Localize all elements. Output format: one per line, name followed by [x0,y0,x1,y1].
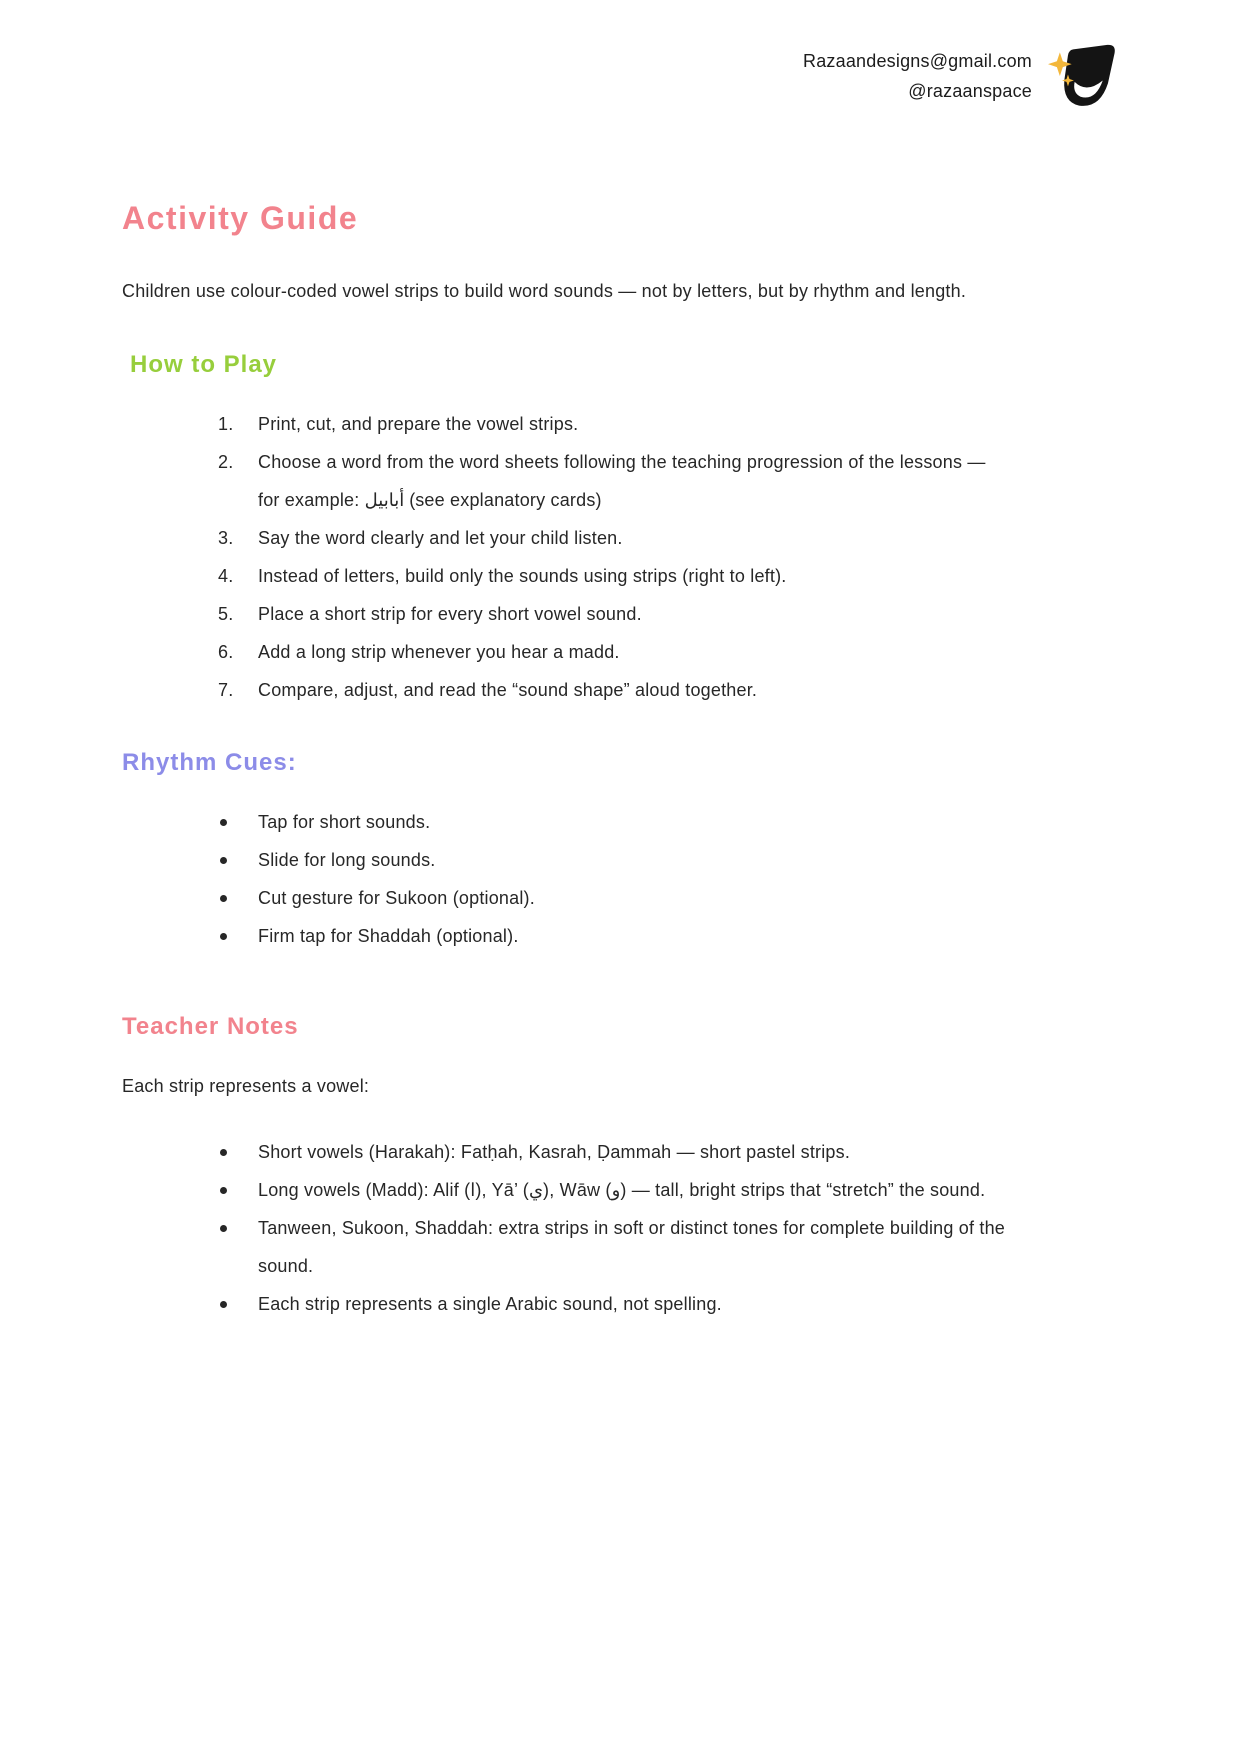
document-body [122,200,1122,1323]
step-item [218,595,1122,633]
teacher-notes-list [218,1133,1122,1323]
step-item [218,405,1122,443]
step-number: 1. [218,414,234,434]
section-heading-rhythm-cues: Rhythm Cues: [122,749,297,776]
contact-info [803,38,1032,106]
step-text: Instead of letters, build only the sounds using strips (right to left). [258,566,787,586]
step-item [218,671,1122,709]
bullet-text: Long vowels (Madd): Alif (ا), Yā’ (ي), Wāw (و) — tall, bright strips that “stretch” the sound. [258,1180,986,1200]
step-item [218,519,1122,557]
bullet-text: Slide for long sounds. [258,850,436,870]
step-number: 6. [218,642,234,662]
step-number: 7. [218,680,234,700]
rhythm-cues-list [218,803,1122,955]
list-item [218,1133,1122,1171]
page-title: Activity Guide [122,200,359,236]
step-item [218,443,1122,519]
bullet-text: Tanween, Sukoon, Shaddah: extra strips in soft or distinct tones for complete building of the sound. [258,1218,1006,1276]
list-item [218,917,1122,955]
how-to-play-steps [218,405,1122,709]
bullet-text: Firm tap for Shaddah (optional). [258,926,519,946]
step-item [218,633,1122,671]
bullet-text: Each strip represents a single Arabic sound, not spelling. [258,1294,722,1314]
section-heading-how-to-play: How to Play [130,351,278,378]
list-item [218,879,1122,917]
list-item [218,1171,1122,1209]
contact-handle: @razaanspace [908,81,1032,101]
step-item [218,557,1122,595]
step-number: 2. [218,452,234,472]
contact-email: Razaandesigns@gmail.com [803,51,1032,71]
bullet-text: Cut gesture for Sukoon (optional). [258,888,535,908]
gem-logo-icon [1048,38,1122,114]
step-text: Print, cut, and prepare the vowel strips. [258,414,579,434]
step-text: Place a short strip for every short vowel sound. [258,604,642,624]
bullet-text: Tap for short sounds. [258,812,431,832]
step-text: Say the word clearly and let your child listen. [258,528,623,548]
list-item [218,1209,1122,1285]
section-heading-teacher-notes: Teacher Notes [122,1013,299,1040]
step-number: 4. [218,566,234,586]
step-text: Compare, adjust, and read the “sound shape” aloud together. [258,680,758,700]
list-item [218,1285,1122,1323]
brand-logo [1048,38,1122,114]
step-text: Choose a word from the word sheets following the teaching progression of the lessons — for example: أبابيل (see explanatory cards) [258,452,986,510]
teacher-notes-intro: Each strip represents a vowel: [122,1076,370,1096]
step-number: 5. [218,604,234,624]
intro-paragraph: Children use colour-coded vowel strips to build word sounds — not by letters, but by rhythm and length. [122,281,967,301]
list-item [218,841,1122,879]
page-header [803,38,1122,114]
bullet-text: Short vowels (Harakah): Fatḥah, Kasrah, Ḍammah — short pastel strips. [258,1142,851,1162]
step-text: Add a long strip whenever you hear a madd. [258,642,620,662]
list-item [218,803,1122,841]
step-number: 3. [218,528,234,548]
